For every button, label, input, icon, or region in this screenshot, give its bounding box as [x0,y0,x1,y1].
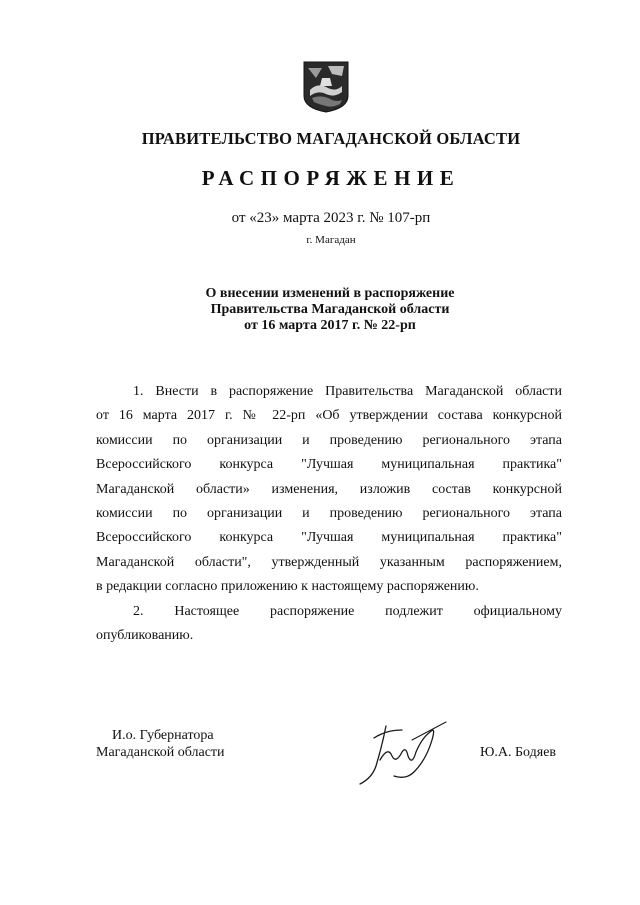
signatory-name: Ю.А. Бодяев [480,745,557,760]
body-line: Всероссийского конкурса "Лучшая муниципальная практика" [96,457,562,473]
signatory-position [96,727,225,761]
signatory-position-line: Магаданской области [96,745,225,760]
body-line: Всероссийского конкурса "Лучшая муниципальная практика" [96,530,562,546]
body-line: комиссии по организации и проведению регионального этапа [96,432,562,448]
document-body [96,380,562,648]
body-line: опубликованию. [96,628,194,644]
body-line: 2. Настоящее распоряжение подлежит официальному [133,603,562,619]
body-line: от 16 марта 2017 г. № 22-рп «Об утверждении состава конкурсной [96,408,562,424]
body-line: Магаданской области» изменения, изложив состав конкурсной [96,481,562,497]
government-title: ПРАВИТЕЛЬСТВО МАГАДАНСКОЙ ОБЛАСТИ [141,129,521,148]
body-line: Магаданской области", утвержденный указанным распоряжением, [96,554,562,570]
subject-line: О внесении изменений в распоряжение [205,286,455,301]
signatory-position-line: И.о. Губернатора [112,728,214,743]
handwritten-signature-icon [352,716,448,788]
coat-of-arms-icon [302,60,350,114]
document-date-number: от «23» марта 2023 г. № 107-рп [231,210,431,226]
body-line: в редакции согласно приложению к настоящему распоряжению. [96,579,479,595]
document-type: РАСПОРЯЖЕНИЕ [201,166,461,190]
document-subject [180,286,480,334]
body-line: комиссии по организации и проведению регионального этапа [96,506,562,522]
document-city: г. Магадан [306,234,356,246]
subject-line: Правительства Магаданской области [210,302,450,317]
body-line: 1. Внести в распоряжение Правительства Магаданской области [133,384,562,399]
subject-line: от 16 марта 2017 г. № 22-рп [244,318,416,333]
